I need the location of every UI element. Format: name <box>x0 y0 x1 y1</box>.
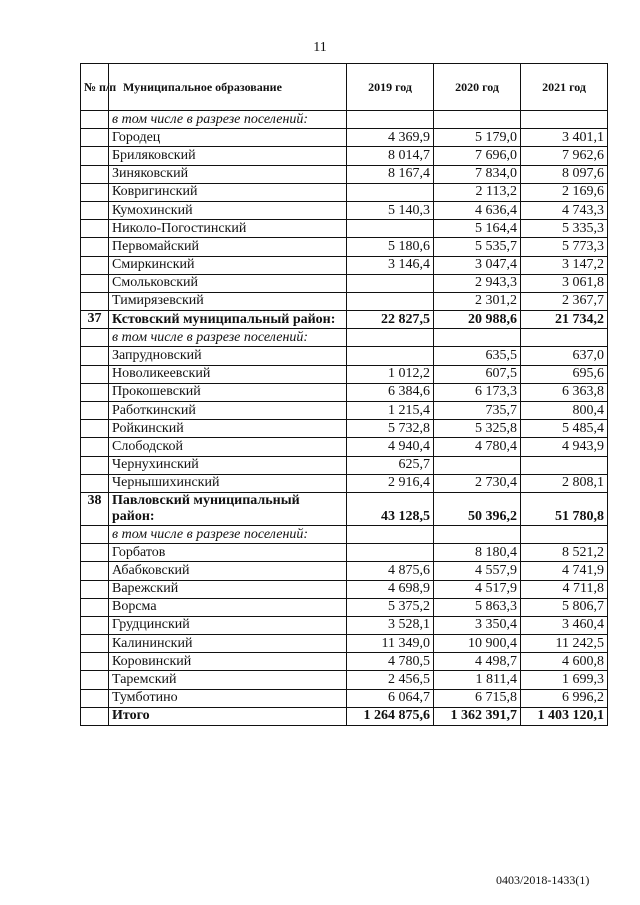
value-2019: 3 528,1 <box>347 616 434 634</box>
value-2021: 5 773,3 <box>521 238 608 256</box>
value-2019 <box>347 220 434 238</box>
value-2020: 7 834,0 <box>434 165 521 183</box>
municipality-name: Смиркинский <box>109 256 347 274</box>
municipality-name: Новоликеевский <box>109 365 347 383</box>
value-2021 <box>521 329 608 347</box>
table-row <box>81 201 608 219</box>
value-2021: 2 169,6 <box>521 183 608 201</box>
value-2021: 4 743,3 <box>521 201 608 219</box>
value-2019: 1 215,4 <box>347 402 434 420</box>
value-2019 <box>347 292 434 310</box>
table-row <box>81 689 608 707</box>
table-row <box>81 165 608 183</box>
value-2021: 6 996,2 <box>521 689 608 707</box>
row-number <box>81 402 109 420</box>
value-2019: 4 369,9 <box>347 129 434 147</box>
row-number <box>81 580 109 598</box>
value-2021: 5 485,4 <box>521 420 608 438</box>
municipality-name: Таремский <box>109 671 347 689</box>
value-2020: 2 301,2 <box>434 292 521 310</box>
table-row <box>81 562 608 580</box>
value-2021: 4 711,8 <box>521 580 608 598</box>
table-row <box>81 456 608 474</box>
row-number <box>81 707 109 725</box>
row-number <box>81 420 109 438</box>
value-2019 <box>347 347 434 365</box>
value-2019: 1 012,2 <box>347 365 434 383</box>
value-2021 <box>521 456 608 474</box>
value-2019: 4 875,6 <box>347 562 434 580</box>
municipality-name: Чернышихинский <box>109 474 347 492</box>
value-2021: 4 600,8 <box>521 653 608 671</box>
municipality-name: Тумботино <box>109 689 347 707</box>
value-2020: 607,5 <box>434 365 521 383</box>
row-number <box>81 347 109 365</box>
table-row <box>81 147 608 165</box>
municipality-name: Коровинский <box>109 653 347 671</box>
value-2021: 1 699,3 <box>521 671 608 689</box>
row-number <box>81 474 109 492</box>
table-row <box>81 383 608 401</box>
municipality-name: Ройкинский <box>109 420 347 438</box>
row-number <box>81 165 109 183</box>
value-2019: 43 128,5 <box>347 492 434 525</box>
table-row <box>81 256 608 274</box>
value-2021: 51 780,8 <box>521 492 608 525</box>
row-number <box>81 365 109 383</box>
header-2019: 2019 год <box>347 64 434 111</box>
value-2020: 5 164,4 <box>434 220 521 238</box>
value-2019: 8 014,7 <box>347 147 434 165</box>
value-2020: 20 988,6 <box>434 311 521 329</box>
table-row <box>81 474 608 492</box>
row-number: 38 <box>81 492 109 525</box>
row-number <box>81 598 109 616</box>
table-row <box>81 438 608 456</box>
municipality-name: Ворсма <box>109 598 347 616</box>
value-2019: 6 384,6 <box>347 383 434 401</box>
value-2020: 635,5 <box>434 347 521 365</box>
value-2019 <box>347 525 434 543</box>
municipality-name: Николо-Погостинский <box>109 220 347 238</box>
value-2021: 3 061,8 <box>521 274 608 292</box>
table-row <box>81 598 608 616</box>
value-2020: 8 180,4 <box>434 544 521 562</box>
value-2019 <box>347 183 434 201</box>
municipality-name: Варежский <box>109 580 347 598</box>
row-number <box>81 274 109 292</box>
value-2020: 1 811,4 <box>434 671 521 689</box>
value-2020: 4 517,9 <box>434 580 521 598</box>
value-2020: 4 636,4 <box>434 201 521 219</box>
value-2020: 735,7 <box>434 402 521 420</box>
value-2021: 7 962,6 <box>521 147 608 165</box>
value-2021: 21 734,2 <box>521 311 608 329</box>
municipality-name: Итого <box>109 707 347 725</box>
row-number <box>81 220 109 238</box>
value-2020: 3 350,4 <box>434 616 521 634</box>
table-row <box>81 365 608 383</box>
row-number <box>81 183 109 201</box>
municipality-name: Ковригинский <box>109 183 347 201</box>
value-2020: 50 396,2 <box>434 492 521 525</box>
municipality-name: в том числе в разрезе поселений: <box>109 525 347 543</box>
value-2019 <box>347 329 434 347</box>
municipality-name: Абабковский <box>109 562 347 580</box>
value-2019: 4 698,9 <box>347 580 434 598</box>
municipality-name: Бриляковский <box>109 147 347 165</box>
district-row <box>81 311 608 329</box>
row-number <box>81 653 109 671</box>
value-2021: 3 147,2 <box>521 256 608 274</box>
value-2020: 3 047,4 <box>434 256 521 274</box>
value-2019: 625,7 <box>347 456 434 474</box>
value-2020: 4 498,7 <box>434 653 521 671</box>
value-2019: 2 456,5 <box>347 671 434 689</box>
value-2019: 4 940,4 <box>347 438 434 456</box>
row-number: 37 <box>81 311 109 329</box>
value-2019: 5 375,2 <box>347 598 434 616</box>
municipality-name: Запрудновский <box>109 347 347 365</box>
row-number <box>81 147 109 165</box>
municipality-name: Павловский муниципальный район: <box>109 492 347 525</box>
value-2020: 4 780,4 <box>434 438 521 456</box>
row-number <box>81 456 109 474</box>
municipality-name: Калининский <box>109 635 347 653</box>
table-body <box>81 111 608 726</box>
value-2020: 2 113,2 <box>434 183 521 201</box>
municipality-name: Зиняковский <box>109 165 347 183</box>
document-code: 0403/2018-1433(1) <box>496 873 590 887</box>
municipality-name: в том числе в разрезе поселений: <box>109 111 347 129</box>
value-2021: 6 363,8 <box>521 383 608 401</box>
value-2021: 800,4 <box>521 402 608 420</box>
value-2020 <box>434 329 521 347</box>
value-2021: 637,0 <box>521 347 608 365</box>
table-row <box>81 635 608 653</box>
row-number <box>81 383 109 401</box>
header-2021: 2021 год <box>521 64 608 111</box>
row-number <box>81 671 109 689</box>
row-number <box>81 292 109 310</box>
row-number <box>81 544 109 562</box>
value-2021: 8 097,6 <box>521 165 608 183</box>
value-2019: 5 180,6 <box>347 238 434 256</box>
row-number <box>81 129 109 147</box>
value-2019: 4 780,5 <box>347 653 434 671</box>
value-2021: 2 367,7 <box>521 292 608 310</box>
value-2020 <box>434 525 521 543</box>
value-2021: 1 403 120,1 <box>521 707 608 725</box>
row-number <box>81 111 109 129</box>
value-2020: 10 900,4 <box>434 635 521 653</box>
subheader-row <box>81 525 608 543</box>
total-row <box>81 707 608 725</box>
municipality-name: Кумохинский <box>109 201 347 219</box>
municipality-name: в том числе в разрезе поселений: <box>109 329 347 347</box>
row-number <box>81 256 109 274</box>
header-name: Муниципальное образование <box>109 64 347 111</box>
municipality-name: Первомайский <box>109 238 347 256</box>
value-2020: 5 535,7 <box>434 238 521 256</box>
value-2021: 695,6 <box>521 365 608 383</box>
value-2019: 5 732,8 <box>347 420 434 438</box>
table-row <box>81 544 608 562</box>
table-row <box>81 616 608 634</box>
municipality-name: Работкинский <box>109 402 347 420</box>
value-2020 <box>434 111 521 129</box>
value-2019 <box>347 544 434 562</box>
municipality-name: Чернухинский <box>109 456 347 474</box>
value-2019: 22 827,5 <box>347 311 434 329</box>
value-2021: 8 521,2 <box>521 544 608 562</box>
value-2020: 6 715,8 <box>434 689 521 707</box>
row-number <box>81 329 109 347</box>
value-2019: 1 264 875,6 <box>347 707 434 725</box>
table-row <box>81 402 608 420</box>
value-2020: 2 730,4 <box>434 474 521 492</box>
value-2020: 5 179,0 <box>434 129 521 147</box>
value-2019: 11 349,0 <box>347 635 434 653</box>
subheader-row <box>81 111 608 129</box>
municipality-name: Тимирязевский <box>109 292 347 310</box>
district-row <box>81 492 608 525</box>
value-2020: 5 863,3 <box>434 598 521 616</box>
row-number <box>81 562 109 580</box>
municipality-name: Горбатов <box>109 544 347 562</box>
table-row <box>81 292 608 310</box>
value-2021: 4 741,9 <box>521 562 608 580</box>
row-number <box>81 635 109 653</box>
row-number <box>81 238 109 256</box>
value-2021: 2 808,1 <box>521 474 608 492</box>
value-2019: 3 146,4 <box>347 256 434 274</box>
municipality-name: Слободской <box>109 438 347 456</box>
municipality-name: Смольковский <box>109 274 347 292</box>
value-2020: 2 943,3 <box>434 274 521 292</box>
value-2019: 2 916,4 <box>347 474 434 492</box>
value-2021: 5 806,7 <box>521 598 608 616</box>
table-row <box>81 129 608 147</box>
municipality-name: Грудцинский <box>109 616 347 634</box>
municipality-name: Городец <box>109 129 347 147</box>
value-2020: 5 325,8 <box>434 420 521 438</box>
budget-table <box>80 63 608 726</box>
municipality-name: Кстовский муниципальный район: <box>109 311 347 329</box>
value-2019: 6 064,7 <box>347 689 434 707</box>
value-2020: 7 696,0 <box>434 147 521 165</box>
table-row <box>81 274 608 292</box>
value-2021: 4 943,9 <box>521 438 608 456</box>
subheader-row <box>81 329 608 347</box>
value-2021 <box>521 525 608 543</box>
value-2021: 3 401,1 <box>521 129 608 147</box>
value-2019 <box>347 274 434 292</box>
row-number <box>81 616 109 634</box>
row-number <box>81 438 109 456</box>
table-row <box>81 183 608 201</box>
header-2020: 2020 год <box>434 64 521 111</box>
value-2020: 1 362 391,7 <box>434 707 521 725</box>
table-row <box>81 653 608 671</box>
header-num: № п/п <box>81 64 109 111</box>
municipality-name: Прокошевский <box>109 383 347 401</box>
row-number <box>81 689 109 707</box>
row-number <box>81 525 109 543</box>
value-2021: 11 242,5 <box>521 635 608 653</box>
value-2020 <box>434 456 521 474</box>
row-number <box>81 201 109 219</box>
table-row <box>81 420 608 438</box>
value-2020: 4 557,9 <box>434 562 521 580</box>
value-2019: 5 140,3 <box>347 201 434 219</box>
value-2021: 5 335,3 <box>521 220 608 238</box>
value-2021 <box>521 111 608 129</box>
value-2019: 8 167,4 <box>347 165 434 183</box>
table-row <box>81 580 608 598</box>
value-2019 <box>347 111 434 129</box>
page-number: 11 <box>313 40 327 55</box>
table-row <box>81 671 608 689</box>
table-row <box>81 220 608 238</box>
table-row <box>81 238 608 256</box>
table-row <box>81 347 608 365</box>
value-2021: 3 460,4 <box>521 616 608 634</box>
value-2020: 6 173,3 <box>434 383 521 401</box>
table-header-row <box>81 64 608 111</box>
